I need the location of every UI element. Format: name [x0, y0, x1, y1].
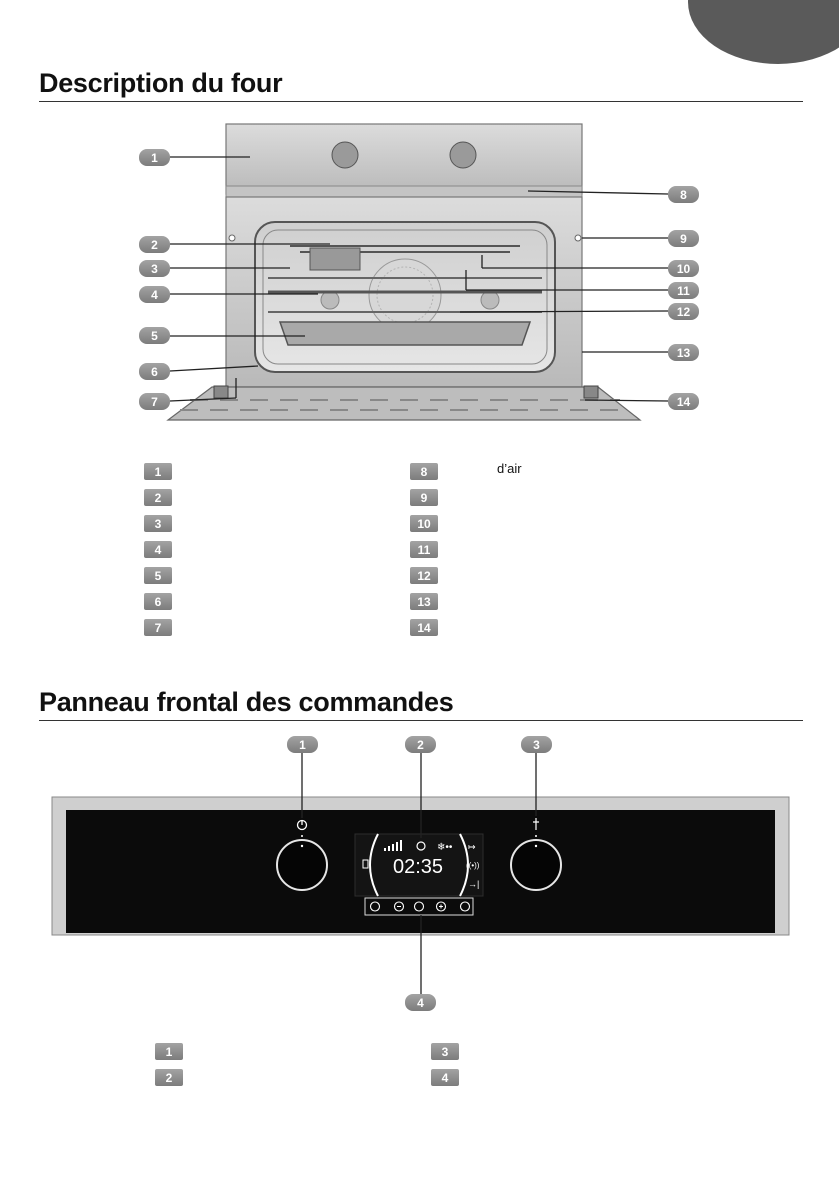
oven-legend-text-8: d’air	[497, 461, 522, 476]
panel-callout-3: 3	[521, 736, 552, 753]
oven-legend-badge-3: 3	[144, 515, 172, 532]
oven-callout-4: 4	[139, 286, 170, 303]
oven-frame-hole-right	[575, 235, 581, 241]
oven-legend-badge-7: 7	[144, 619, 172, 636]
defrost-icon: ❄••	[437, 842, 453, 853]
oven-legend-badge-14: 14	[410, 619, 438, 636]
section-title-panel: Panneau frontal des commandes	[39, 687, 454, 717]
panel-knob-right	[511, 840, 561, 890]
panel-legend-badge-4: 4	[431, 1069, 459, 1086]
oven-lamp-housing	[310, 248, 360, 270]
oven-callout-8: 8	[668, 186, 699, 203]
section-title-oven: Description du four	[39, 68, 283, 98]
panel-callout-2: 2	[405, 736, 436, 753]
oven-legend-badge-8: 8	[410, 463, 438, 480]
oven-control-panel	[226, 124, 582, 194]
oven-callout-7: 7	[139, 393, 170, 410]
oven-callout-6: 6	[139, 363, 170, 380]
oven-door	[168, 387, 640, 420]
oven-callout-1: 1	[139, 149, 170, 166]
oven-legend-badge-4: 4	[144, 541, 172, 558]
oven-callout-12: 12	[668, 303, 699, 320]
control-panel-illustration	[0, 730, 839, 1020]
oven-callout-9: 9	[668, 230, 699, 247]
display-time: 02:35	[392, 856, 444, 878]
oven-legend-badge-13: 13	[410, 593, 438, 610]
panel-legend-badge-1: 1	[155, 1043, 183, 1060]
oven-knob-left	[332, 142, 358, 168]
oven-tray	[280, 322, 530, 345]
oven-callout-3: 3	[139, 260, 170, 277]
duration-icon: ↦	[468, 842, 476, 852]
panel-knob-left	[277, 840, 327, 890]
alarm-icon: ((•))	[466, 861, 480, 870]
section-rule-panel	[39, 720, 803, 721]
oven-callout-10: 10	[668, 260, 699, 277]
oven-legend-badge-1: 1	[144, 463, 172, 480]
panel-callout-4: 4	[405, 994, 436, 1011]
panel-callout-1: 1	[287, 736, 318, 753]
oven-knob-right	[450, 142, 476, 168]
oven-legend-badge-6: 6	[144, 593, 172, 610]
panel-legend-badge-2: 2	[155, 1069, 183, 1086]
oven-callout-5: 5	[139, 327, 170, 344]
oven-callout-11: 11	[668, 282, 699, 299]
oven-frame-hole-left	[229, 235, 235, 241]
oven-fan-cover	[369, 259, 441, 331]
oven-callout-2: 2	[139, 236, 170, 253]
end-time-icon: →|	[468, 879, 480, 889]
oven-legend-badge-2: 2	[144, 489, 172, 506]
panel-legend-badge-3: 3	[431, 1043, 459, 1060]
oven-legend-badge-10: 10	[410, 515, 438, 532]
oven-legend-badge-9: 9	[410, 489, 438, 506]
oven-legend-badge-5: 5	[144, 567, 172, 584]
oven-callout-13: 13	[668, 344, 699, 361]
oven-legend-badge-12: 12	[410, 567, 438, 584]
oven-callout-14: 14	[668, 393, 699, 410]
oven-legend-badge-11: 11	[410, 541, 438, 558]
oven-illustration	[0, 0, 839, 440]
